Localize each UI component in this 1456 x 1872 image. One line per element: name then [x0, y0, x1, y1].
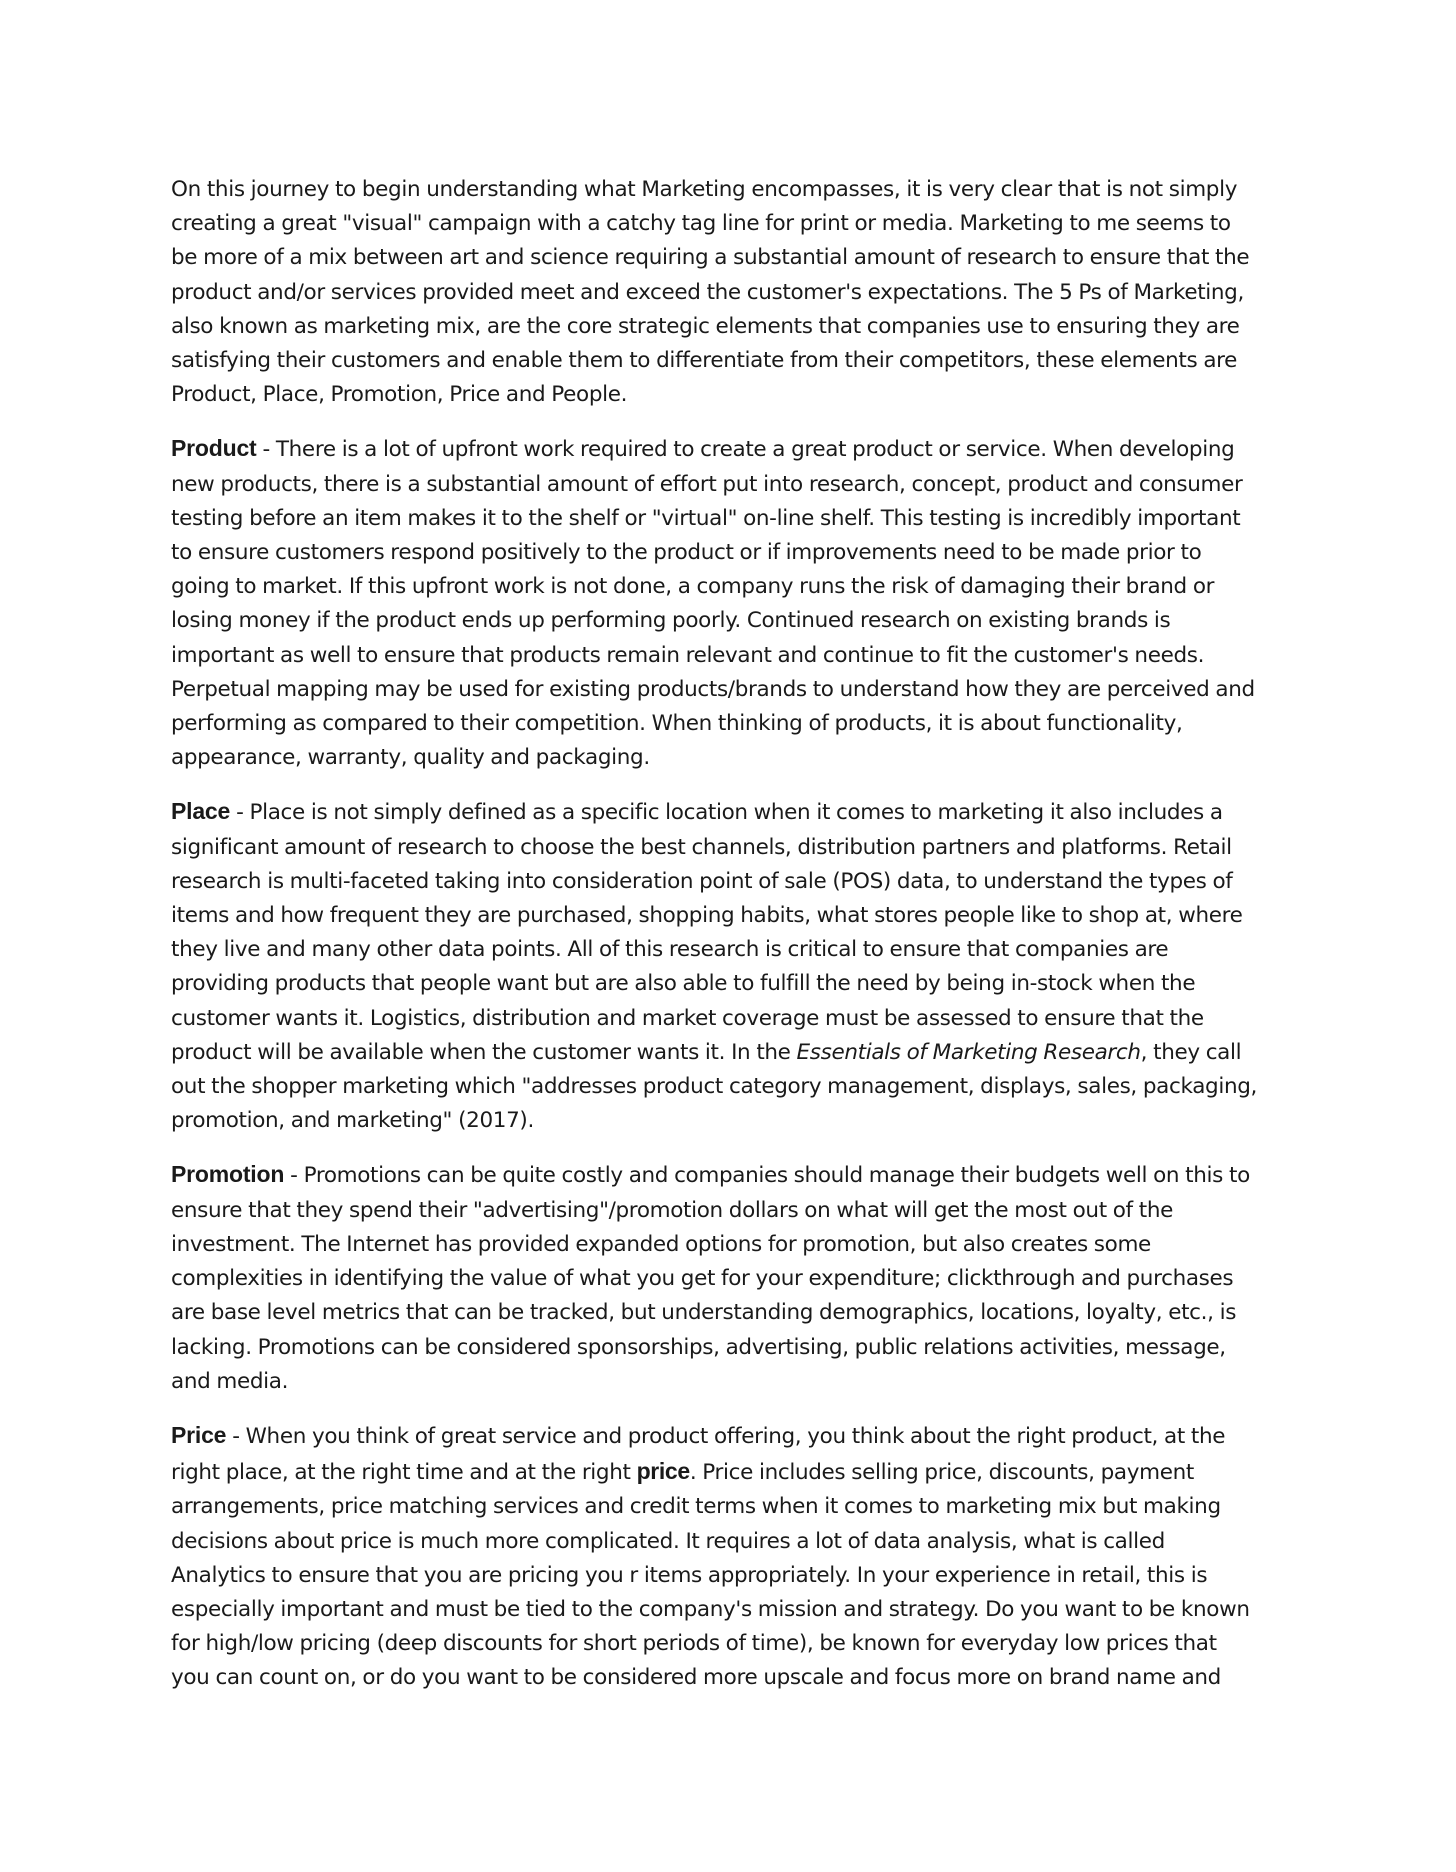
price-first-line: - When you think of great service and product offering, you think about the right product, at the: [226, 1423, 1226, 1449]
product-first-line: - There is a lot of upfront work required to create a great product or service. When developing: [256, 437, 1235, 463]
price-second-line-before: right place, at the right time and at the right: [171, 1460, 637, 1486]
text-line: for high/low pricing (deep discounts for short periods of time), be known for everyday low prices that: [171, 1631, 1217, 1657]
place-citation-before: product will be available when the customer wants it. In the: [171, 1039, 797, 1065]
price-heading: Price: [171, 1421, 227, 1448]
text-line: research is multi-faceted taking into consideration point of sale (POS) data, to understand the types of: [171, 868, 1233, 894]
text-line: [171, 1157, 1289, 1193]
text-line: new products, there is a substantial amount of effort put into research, concept, product and consumer: [171, 471, 1243, 497]
text-line: performing as compared to their competition. When thinking of products, it is about functionality,: [171, 711, 1183, 737]
text-line: ensure that they spend their "advertising"/promotion dollars on what will get the most out of the: [171, 1197, 1173, 1223]
document-page: [171, 173, 1289, 1715]
text-line: they live and many other data points. All of this research is critical to ensure that companies are: [171, 937, 1169, 963]
text-line: satisfying their customers and enable them to differentiate from their competitors, these elements are: [171, 348, 1238, 374]
text-line: product and/or services provided meet and exceed the customer's expectations. The 5 Ps of Marketing,: [171, 279, 1244, 305]
text-line: also known as marketing mix, are the core strategic elements that companies use to ensuring they are: [171, 313, 1240, 339]
text-line: Product, Place, Promotion, Price and People.: [171, 382, 628, 408]
text-line: Perpetual mapping may be used for existing products/brands to understand how they are perceived and: [171, 676, 1255, 702]
text-line: arrangements, price matching services and credit terms when it comes to marketing mix but making: [171, 1494, 1221, 1520]
text-line: decisions about price is much more complicated. It requires a lot of data analysis, what is called: [171, 1528, 1165, 1554]
text-line: creating a great "visual" campaign with a catchy tag line for print or media. Marketing to me seems to: [171, 211, 1231, 237]
promotion-paragraph: [171, 1157, 1289, 1398]
place-heading: Place: [171, 798, 231, 825]
text-line: and media.: [171, 1368, 289, 1394]
place-citation-after: , they call: [1140, 1039, 1242, 1065]
text-line: appearance, warranty, quality and packaging.: [171, 745, 650, 771]
place-paragraph: [171, 794, 1289, 1138]
text-line: promotion, and marketing" (2017).: [171, 1108, 534, 1134]
text-line: to ensure customers respond positively to the product or if improvements need to be made prior to: [171, 540, 1202, 566]
text-line: Analytics to ensure that you are pricing you r items appropriately. In your experience in retail, this is: [171, 1562, 1208, 1588]
text-line: going to market. If this upfront work is not done, a company runs the risk of damaging their brand or: [171, 574, 1215, 600]
intro-paragraph: [171, 173, 1289, 412]
promotion-heading: Promotion: [171, 1161, 285, 1188]
product-paragraph: [171, 431, 1289, 775]
text-line: losing money if the product ends up performing poorly. Continued research on existing brands is: [171, 608, 1171, 634]
text-line: items and how frequent they are purchased, shopping habits, what stores people like to shop at, where: [171, 903, 1243, 929]
text-line: [171, 1418, 1289, 1454]
text-line: be more of a mix between art and science requiring a substantial amount of research to ensure that the: [171, 245, 1250, 271]
text-line: On this journey to begin understanding what Marketing encompasses, it is very clear that is not simply: [171, 177, 1238, 202]
product-heading: Product: [171, 435, 257, 462]
text-line: especially important and must be tied to the company's mission and strategy. Do you want to be known: [171, 1596, 1250, 1622]
text-line: significant amount of research to choose the best channels, distribution partners and platforms. Retail: [171, 834, 1232, 860]
text-line: [171, 1454, 1289, 1490]
book-title: Essentials of Marketing Research: [796, 1039, 1141, 1065]
place-first-line: - Place is not simply defined as a specific location when it comes to marketing it also includes a: [230, 800, 1223, 826]
promotion-first-line: - Promotions can be quite costly and companies should manage their budgets well on this to: [284, 1163, 1250, 1189]
text-line: [171, 794, 1289, 830]
text-line: important as well to ensure that products remain relevant and continue to fit the customer's needs.: [171, 642, 1205, 668]
text-line: testing before an item makes it to the shelf or "virtual" on-line shelf. This testing is incredibly important: [171, 505, 1241, 531]
text-line: investment. The Internet has provided expanded options for promotion, but also creates some: [171, 1231, 1151, 1257]
price-paragraph: [171, 1418, 1289, 1696]
text-line: complexities in identifying the value of what you get for your expenditure; clickthrough and purchases: [171, 1266, 1234, 1292]
text-line: you can count on, or do you want to be considered more upscale and focus more on brand name and: [171, 1665, 1221, 1691]
text-line: [171, 1036, 1289, 1070]
text-line: are base level metrics that can be tracked, but understanding demographics, locations, loyalty, etc., is: [171, 1300, 1237, 1326]
price-second-line-after: . Price includes selling price, discounts, payment: [689, 1460, 1194, 1486]
text-line: customer wants it. Logistics, distribution and market coverage must be assessed to ensure that the: [171, 1005, 1204, 1031]
text-line: [171, 431, 1289, 467]
text-line: out the shopper marketing which "addresses product category management, displays, sales, packaging,: [171, 1074, 1258, 1100]
text-line: providing products that people want but are also able to fulfill the need by being in-stock when the: [171, 971, 1196, 997]
price-emphasis: price: [636, 1458, 690, 1485]
text-line: lacking. Promotions can be considered sponsorships, advertising, public relations activities, message,: [171, 1334, 1226, 1360]
